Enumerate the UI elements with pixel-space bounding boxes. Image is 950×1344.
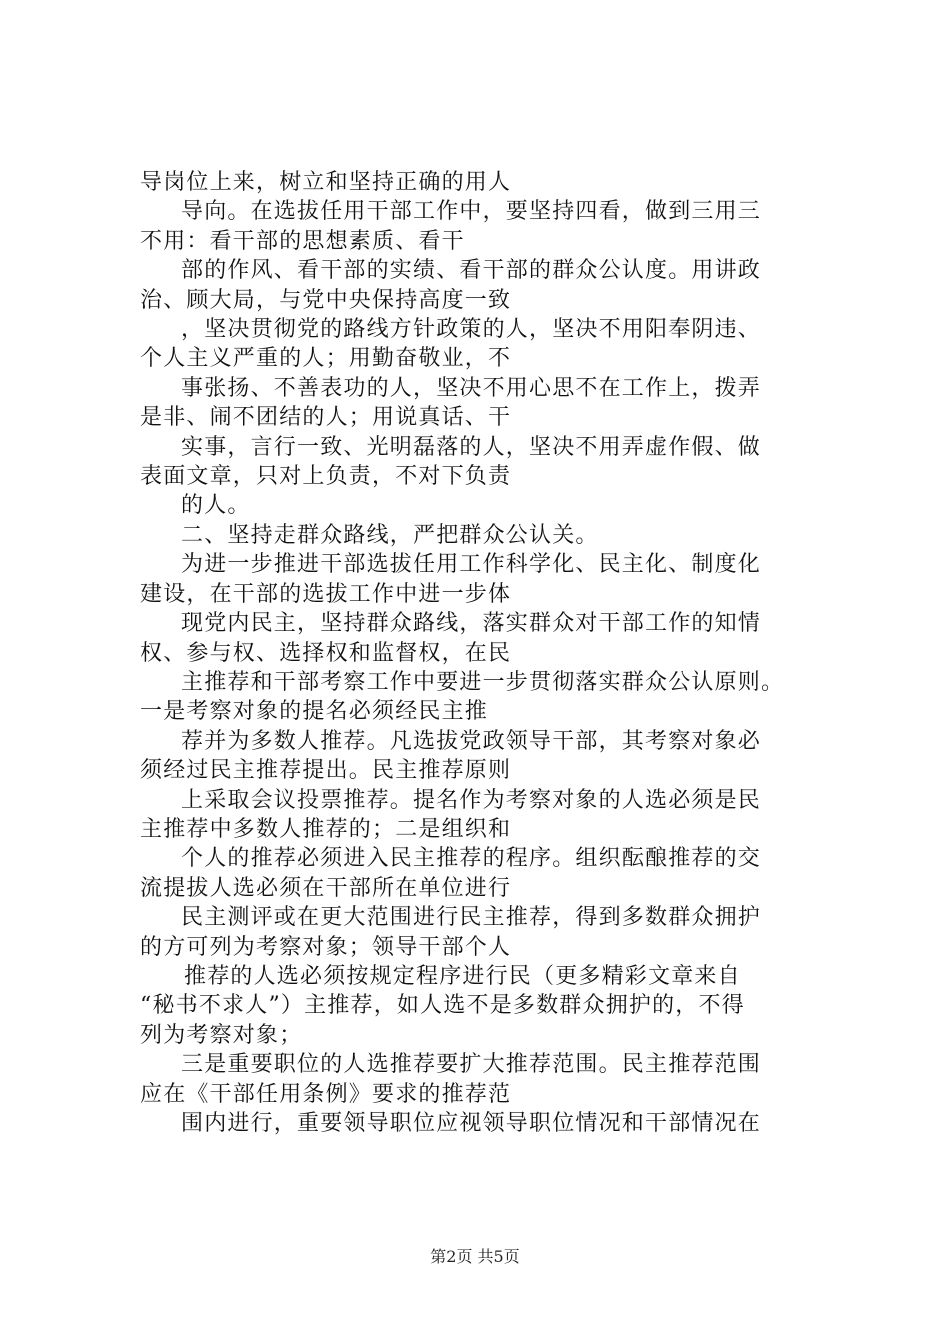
text-line: 个人的推荐必须进入民主推荐的程序。组织酝酿推荐的交 <box>181 846 762 872</box>
text-line: 一是考察对象的提名必须经民主推 <box>140 699 489 725</box>
text-line: 个人主义严重的人；用勤奋敬业，不 <box>140 346 512 372</box>
text-line: “秘书不求人”）主推荐，如人选不是多数群众拥护的，不得 <box>140 993 745 1019</box>
text-line: 表面文章，只对上负责，不对下负责 <box>140 464 512 490</box>
text-line: 事张扬、不善表功的人，坚决不用心思不在工作上，拨弄 <box>181 375 762 401</box>
text-line: 治、顾大局，与党中央保持高度一致 <box>140 287 512 313</box>
text-line: 实事，言行一致、光明磊落的人，坚决不用弄虚作假、做 <box>181 434 762 460</box>
text-line: 现党内民主，坚持群众路线，落实群众对干部工作的知情 <box>181 611 762 637</box>
text-line: 是非、闹不团结的人；用说真话、干 <box>140 405 512 431</box>
text-line: 流提拔人选必须在干部所在单位进行 <box>140 875 512 901</box>
text-line: 导向。在选拔任用干部工作中，要坚持四看，做到三用三 <box>181 199 762 225</box>
page-number-footer: 第2页 共5页 <box>430 1247 520 1266</box>
text-line: 民主测评或在更大范围进行民主推荐，得到多数群众拥护 <box>181 905 762 931</box>
text-line: 推荐的人选必须按规定程序进行民（更多精彩文章来自 <box>184 963 741 989</box>
text-line: 为进一步推进干部选拔任用工作科学化、民主化、制度化 <box>181 552 762 578</box>
text-line: 列为考察对象； <box>140 1022 303 1048</box>
text-line: 建设，在干部的选拔工作中进一步体 <box>140 581 512 607</box>
text-line: 主推荐和干部考察工作中要进一步贯彻落实群众公认原则。 <box>181 669 785 695</box>
text-line: 的方可列为考察对象；领导干部个人 <box>140 934 512 960</box>
text-line: 的人。 <box>181 493 251 519</box>
section-heading: 二、坚持走群众路线，严把群众公认关。 <box>181 522 599 548</box>
text-line: ，坚决贯彻党的路线方针政策的人，坚决不用阳奉阴违、 <box>181 317 762 343</box>
text-line: 应在《干部任用条例》要求的推荐范 <box>140 1081 512 1107</box>
body-text <box>140 168 840 1138</box>
text-line: 须经过民主推荐提出。民主推荐原则 <box>140 758 512 784</box>
text-line: 权、参与权、选择权和监督权，在民 <box>140 640 512 666</box>
text-line: 主推荐中多数人推荐的；二是组织和 <box>140 816 512 842</box>
text-line: 导岗位上来，树立和坚持正确的用人 <box>140 170 512 195</box>
text-line: 三是重要职位的人选推荐要扩大推荐范围。民主推荐范围 <box>181 1052 762 1078</box>
text-line: 部的作风、看干部的实绩、看干部的群众公认度。用讲政 <box>181 258 762 284</box>
text-line: 围内进行，重要领导职位应视领导职位情况和干部情况在 <box>181 1111 762 1136</box>
text-line: 不用：看干部的思想素质、看干 <box>140 228 465 254</box>
text-line: 荐并为多数人推荐。凡选拔党政领导干部，其考察对象必 <box>181 728 762 754</box>
text-line: 上采取会议投票推荐。提名作为考察对象的人选必须是民 <box>181 787 762 813</box>
